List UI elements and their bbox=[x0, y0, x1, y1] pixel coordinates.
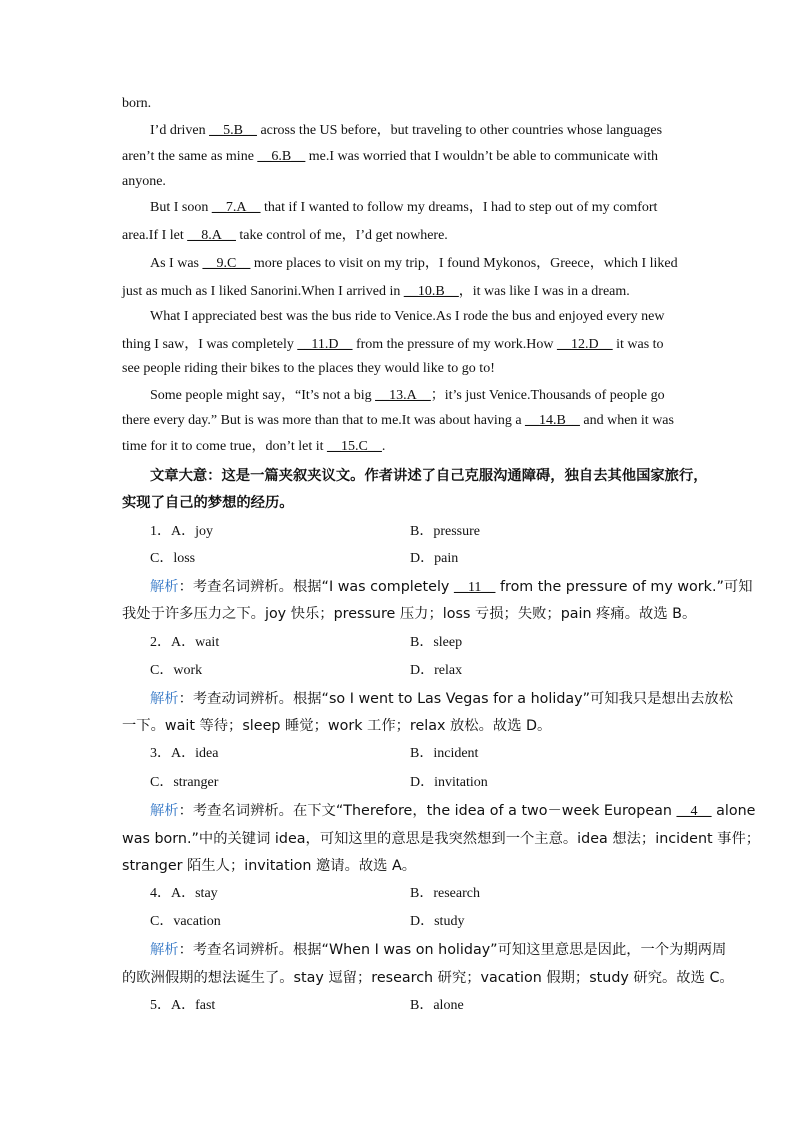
passage-line: aren’t the same as mine __6.B__ me.I was worried that I wouldn’t be able to communicate with bbox=[122, 149, 659, 164]
option-b: B．pressure bbox=[410, 524, 480, 539]
passage-line: see people riding their bikes to the places they would like to go to! bbox=[122, 361, 495, 376]
option-c: C．vacation bbox=[150, 914, 221, 929]
option-a: 3．A．idea bbox=[150, 746, 219, 761]
passage-line: born. bbox=[122, 96, 152, 111]
explanation-line: 我处于许多压力之下。joy 快乐；pressure 压力；loss 亏损；失败；pain 疼痛。故选 B。 bbox=[122, 606, 697, 622]
explanation-label: 解析 bbox=[150, 803, 179, 819]
passage-line: As I was __9.C__ more places to visit on my trip，I found Mykonos，Greece，which I liked bbox=[150, 256, 678, 271]
explanation-line: 的欧洲假期的想法诞生了。stay 逗留；research 研究；vacation 假期；study 研究。故选 C。 bbox=[122, 970, 734, 986]
option-c: C．work bbox=[150, 663, 203, 678]
option-a: 5．A．fast bbox=[150, 998, 216, 1013]
explanation-line: 解析：考查名词辨析。根据“When I was on holiday”可知这里意思是因此，一个为期两周 bbox=[150, 942, 727, 958]
option-a: 2．A．wait bbox=[150, 635, 220, 650]
answer-blank-7: __7.A__ bbox=[211, 200, 261, 215]
option-d: D．pain bbox=[410, 551, 459, 566]
answer-blank-13: __13.A__ bbox=[375, 388, 431, 403]
option-a: 1．A．joy bbox=[150, 524, 213, 539]
answer-blank-11: __11.D__ bbox=[297, 337, 353, 352]
option-a: 4．A．stay bbox=[150, 886, 218, 901]
explanation-line: stranger 陌生人；invitation 邀请。故选 A。 bbox=[122, 858, 417, 874]
explanation-line: 解析：考查名词辨析。根据“I was completely __11__ from the pressure of my work.”可知 bbox=[150, 579, 753, 595]
answer-blank-5: __5.B__ bbox=[209, 123, 257, 138]
passage-line: anyone. bbox=[122, 174, 166, 189]
option-d: D．study bbox=[410, 914, 465, 929]
summary-line: 实现了自己的梦想的经历。 bbox=[122, 495, 294, 511]
answer-blank-10: __10.B__ bbox=[403, 284, 459, 299]
answer-blank-12: __12.D__ bbox=[556, 337, 613, 352]
option-b: B．incident bbox=[410, 746, 479, 761]
option-c: C．loss bbox=[150, 551, 196, 566]
answer-blank-6: __6.B__ bbox=[257, 149, 306, 164]
option-b: B．research bbox=[410, 886, 480, 901]
option-d: D．invitation bbox=[410, 775, 488, 790]
explanation-label: 解析 bbox=[150, 942, 179, 958]
option-b: B．alone bbox=[410, 998, 464, 1013]
passage-line: there every day.” But is was more than that to me.It was about having a __14.B__ and when it was bbox=[122, 413, 674, 428]
passage-line: thing I saw，I was completely __11.D__ from the pressure of my work.How __12.D__ it was to bbox=[122, 337, 664, 352]
passage-line: area.If I let __8.A__ take control of me，I’d get nowhere. bbox=[122, 228, 448, 243]
explanation-line: 解析：考查动词辨析。根据“so I went to Las Vegas for a holiday”可知我只是想出去放松 bbox=[150, 691, 734, 707]
explanation-line: was born.”中的关键词 idea，可知这里的意思是我突然想到一个主意。idea 想法；incident 事件； bbox=[122, 831, 761, 847]
passage-line: What I appreciated best was the bus ride to Venice.As I rode the bus and enjoyed every new bbox=[150, 309, 665, 324]
option-d: D．relax bbox=[410, 663, 463, 678]
passage-line: I’d driven __5.B__ across the US before，but traveling to other countries whose languages bbox=[150, 123, 663, 138]
passage-line: time for it to come true，don’t let it __15.C__. bbox=[122, 439, 386, 454]
summary-line: 文章大意：这是一篇夹叙夹议文。作者讲述了自己克服沟通障碍，独自去其他国家旅行， bbox=[150, 468, 708, 484]
answer-blank-9: __9.C__ bbox=[202, 256, 251, 271]
option-b: B．sleep bbox=[410, 635, 463, 650]
answer-blank-8: __8.A__ bbox=[187, 228, 236, 243]
explanation-line: 解析：考查名词辨析。在下文“Therefore，the idea of a two－week European __4__ alone bbox=[150, 803, 756, 819]
explanation-line: 一下。wait 等待；sleep 睡觉；work 工作；relax 放松。故选 D。 bbox=[122, 718, 552, 734]
answer-blank-15: __15.C__ bbox=[327, 439, 382, 454]
answer-blank-14: __14.B__ bbox=[525, 413, 580, 428]
option-c: C．stranger bbox=[150, 775, 219, 790]
passage-line: just as much as I liked Sanorini.When I arrived in __10.B__，it was like I was in a dream. bbox=[122, 284, 630, 299]
explanation-label: 解析 bbox=[150, 579, 179, 595]
passage-line: Some people might say，“It’s not a big __13.A__；it’s just Venice.Thousands of people go bbox=[150, 388, 665, 403]
explanation-label: 解析 bbox=[150, 691, 179, 707]
passage-line: But I soon __7.A__ that if I wanted to follow my dreams，I had to step out of my comfort bbox=[150, 200, 658, 215]
